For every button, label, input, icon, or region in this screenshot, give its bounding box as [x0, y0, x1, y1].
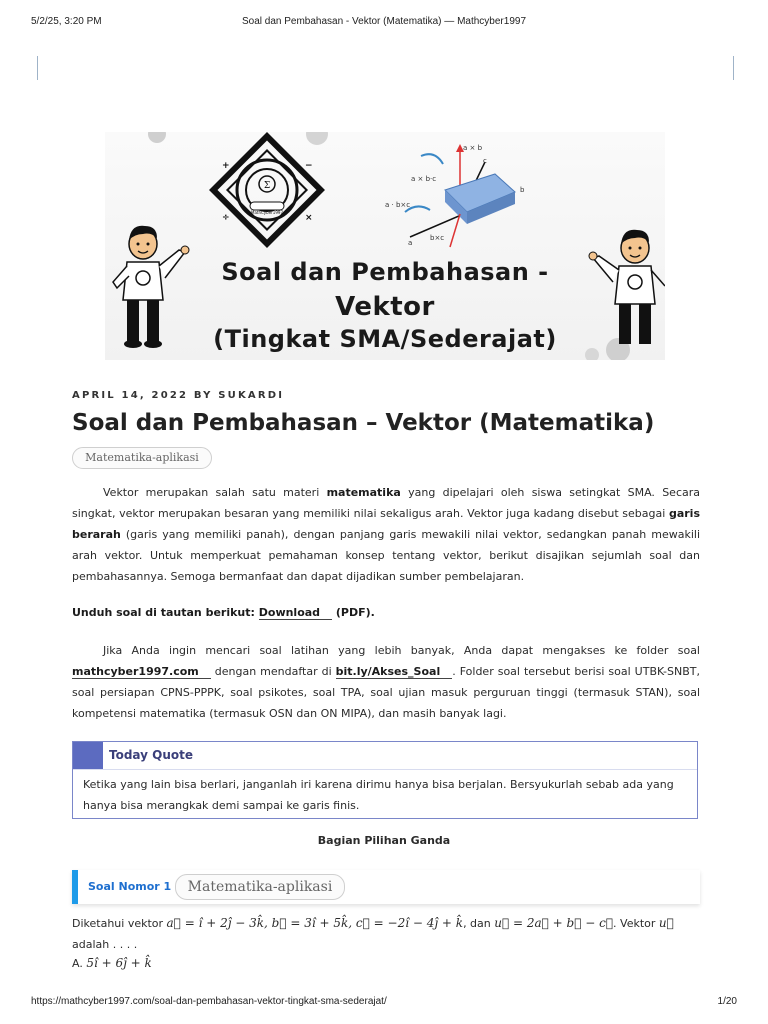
folder-paragraph [72, 640, 700, 724]
quote-header [73, 742, 697, 770]
divider-right [733, 56, 734, 80]
svg-text:Σ: Σ [263, 181, 271, 191]
akses-soal-link[interactable]: bit.ly/Akses_Soal [336, 665, 453, 679]
question-math-u-symbol: u⃗ [658, 916, 674, 930]
quote-accent [73, 742, 103, 769]
diagram-label-c: c [483, 157, 487, 165]
post-meta: APRIL 14, 2022 BY SUKARDI [72, 390, 285, 401]
svg-text:÷: ÷ [222, 213, 230, 223]
folder-text-1: Jika Anda ingin mencari soal latihan yang lebih banyak, Anda dapat mengakses ke folder soal [103, 644, 700, 657]
print-header [31, 16, 737, 30]
print-url: https://mathcyber1997.com/soal-dan-pembahasan-vektor-tingkat-sma-sederajat/ [31, 996, 387, 1007]
quote-title: Today Quote [109, 748, 194, 762]
intro-bold-matematika: matematika [326, 486, 401, 499]
banner-title-line2: Vektor [335, 292, 435, 322]
download-paragraph [72, 602, 700, 623]
download-prefix: Unduh soal di tautan berikut: [72, 606, 259, 619]
banner-title-line1: Soal dan Pembahasan - [221, 258, 549, 286]
intro-bold-garis-berarah: garis berarah [72, 507, 700, 541]
vector-diagram-icon [405, 144, 515, 247]
print-datetime: 5/2/25, 3:20 PM [31, 16, 102, 27]
intro-text-1: Vektor merupakan salah satu materi [103, 486, 327, 499]
diagram-label-abxc: a · b×c [385, 201, 411, 209]
intro-text-2: yang dipelajari oleh siswa setingkat SMA. Secara singkat, vektor merupakan besaran yang memiliki nilai sekaligus arah. Vektor juga kadang disebut sebagai [72, 486, 701, 520]
intro-text-3: (garis yang memiliki panah), dengan panjang garis mewakili nilai vektor, sedangkan panah mewakili arah vektor. Untuk memperkuat pemahaman konsep tentang vektor, berikut disajikan sejumlah soal dan pembahasannya. Semoga bermanfaat dan dapat dijadikan sumber pembelajaran. [72, 528, 700, 583]
question-header [72, 870, 700, 904]
question-text [72, 913, 700, 955]
folder-text-3: . Folder soal tersebut berisi soal UTBK-SNBT, soal persiapan CPNS-PPPK, soal psikotes, soal TPA, soal ujian masuk perguruan tinggi (termasuk STAN), soal kompetensi matematika (termasuk OSN dan ON MIPA), dan masih banyak lagi. [72, 665, 700, 720]
folder-text-2: dengan mendaftar di [210, 665, 336, 678]
mathcyber-link[interactable]: mathcyber1997.com [72, 665, 211, 679]
svg-text:×: × [305, 213, 313, 223]
featured-banner [105, 132, 665, 360]
question-math-vectors: a⃗ = î + 2ĵ − 3k̂, b⃗ = 3î + 5k̂, c⃗ = −2î − 4ĵ + k̂ [166, 916, 464, 930]
question-title: Soal Nomor 1 [88, 880, 172, 893]
divider-left [37, 56, 38, 80]
page-title: Soal dan Pembahasan – Vektor (Matematika) [72, 410, 655, 436]
option-a [72, 956, 152, 970]
question-mid: , dan [463, 917, 495, 930]
download-link[interactable]: Download [259, 606, 332, 620]
diagram-label-bxc: b×c [430, 234, 445, 242]
intro-paragraph [72, 482, 700, 587]
question-math-u: u⃗ = 2a⃗ + b⃗ − c⃗ [494, 916, 614, 930]
svg-text:−: − [305, 161, 313, 171]
logo-text: MathCyber1997 [251, 210, 283, 215]
diagram-label-b: b [520, 186, 525, 194]
print-window-title: Soal dan Pembahasan - Vektor (Matematika) — Mathcyber1997 [241, 16, 527, 27]
quote-text: Ketika yang lain bisa berlari, janganlah iri karena dirimu hanya bisa berjalan. Bersyukurlah sebab ada yang hanya bisa merangkak demi sampai ke garis finis. [83, 778, 674, 812]
today-quote-box [72, 741, 698, 819]
print-footer [31, 996, 737, 1010]
question-suffix: . Vektor [613, 917, 659, 930]
character-left-icon [113, 226, 189, 348]
svg-text:+: + [222, 161, 230, 171]
question-prefix: Diketahui vektor [72, 917, 167, 930]
print-page-number: 1/20 [717, 996, 737, 1007]
option-a-math: 5î + 6ĵ + k̂ [86, 956, 152, 970]
diagram-label-axbc: a × b·c [411, 175, 437, 183]
character-right-icon [589, 230, 665, 344]
diagram-label-a: a [408, 239, 413, 247]
mathcyber-logo-icon [213, 136, 320, 243]
section-title: Bagian Pilihan Ganda [317, 834, 451, 847]
download-suffix: (PDF). [332, 606, 375, 619]
question-category-tag[interactable]: Matematika-aplikasi [175, 874, 345, 900]
option-a-label: A. [72, 957, 87, 970]
diagram-label-axb: a × b [463, 144, 483, 152]
category-tag[interactable]: Matematika-aplikasi [72, 447, 212, 469]
banner-title-line3: (Tingkat SMA/Sederajat) [213, 325, 557, 353]
question-end: adalah . . . . [72, 938, 138, 951]
